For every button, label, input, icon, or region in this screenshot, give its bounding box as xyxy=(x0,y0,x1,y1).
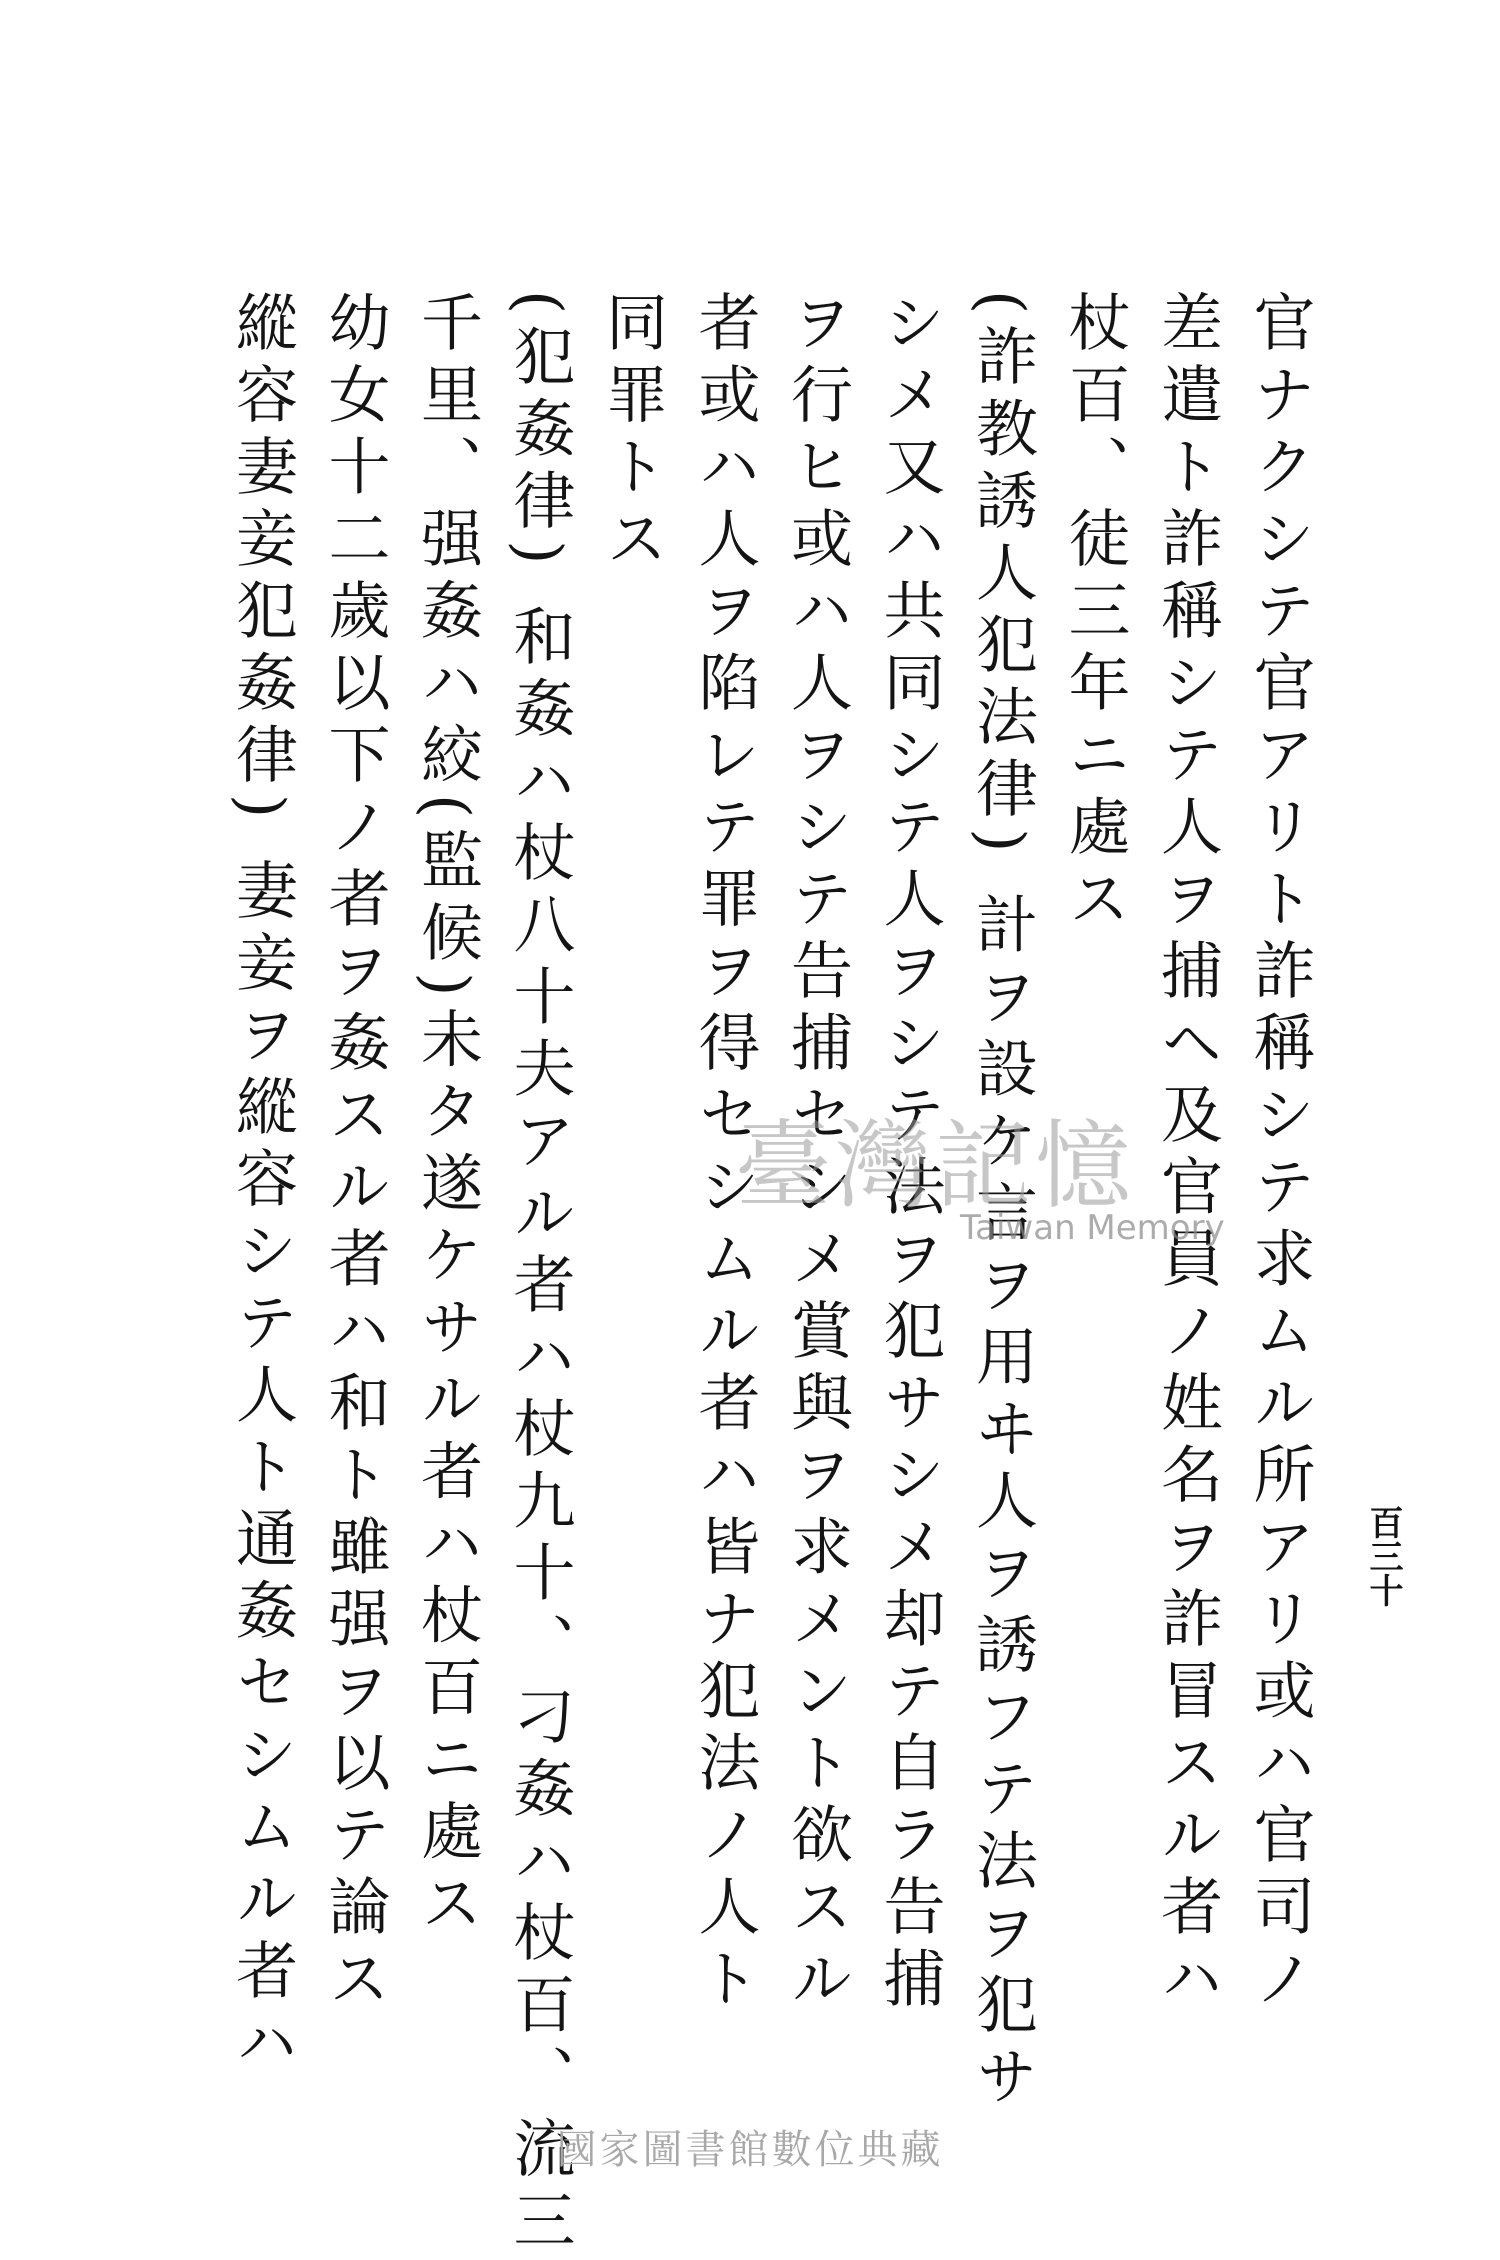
watermark-subtitle: Taiwan Memory xyxy=(960,1208,1225,1248)
text-column-heading-section: 縱容妻妾犯姦律) 妻妾ヲ縱容シテ人ト通姦セシムル者ハ xyxy=(225,290,299,2082)
text-column-heading-section: (犯姦律) 和姦ハ杖八十夫アル者ハ杖九十、刁姦ハ杖百、流三 xyxy=(503,290,576,2260)
text-column: 官ナクシテ官アリト詐稱シテ求ムル所アリ或ハ官司ノ xyxy=(1243,290,1316,2018)
watermark-title: 臺灣記憶 xyxy=(735,1110,1135,1222)
page-number: 百三十 xyxy=(1363,1505,1403,1607)
text-column: シメ又ハ共同シテ人ヲシテ法ヲ犯サシメ却テ自ラ告捕 xyxy=(873,290,946,2018)
text-column: 同罪トス xyxy=(595,290,669,578)
text-column: 杖百、徒三年ニ處ス xyxy=(1058,290,1131,938)
text-column: 幼女十二歲以下ノ者ヲ姦スル者ハ和ト雖强ヲ以テ論ス xyxy=(318,290,391,2018)
text-column: 者或ハ人ヲ陷レテ罪ヲ得セシムル者ハ皆ナ犯法ノ人ト xyxy=(688,290,761,2018)
footer-caption: 國家圖書館數位典藏 xyxy=(556,2127,944,2173)
text-column: 差遣ト詐稱シテ人ヲ捕ヘ及官員ノ姓名ヲ詐冒スル者ハ xyxy=(1150,290,1224,2018)
text-column-heading-section: (詐教誘人犯法律) 計ヲ設ケ言ヲ用ヰ人ヲ誘フテ法ヲ犯サ xyxy=(965,290,1039,2117)
text-column: 千里、强姦ハ絞(監候)未タ遂ケサル者ハ杖百ニ處ス xyxy=(410,290,484,1943)
text-column: ヲ行ヒ或ハ人ヲシテ告捕セシメ賞與ヲ求メント欲スル xyxy=(780,290,854,2018)
